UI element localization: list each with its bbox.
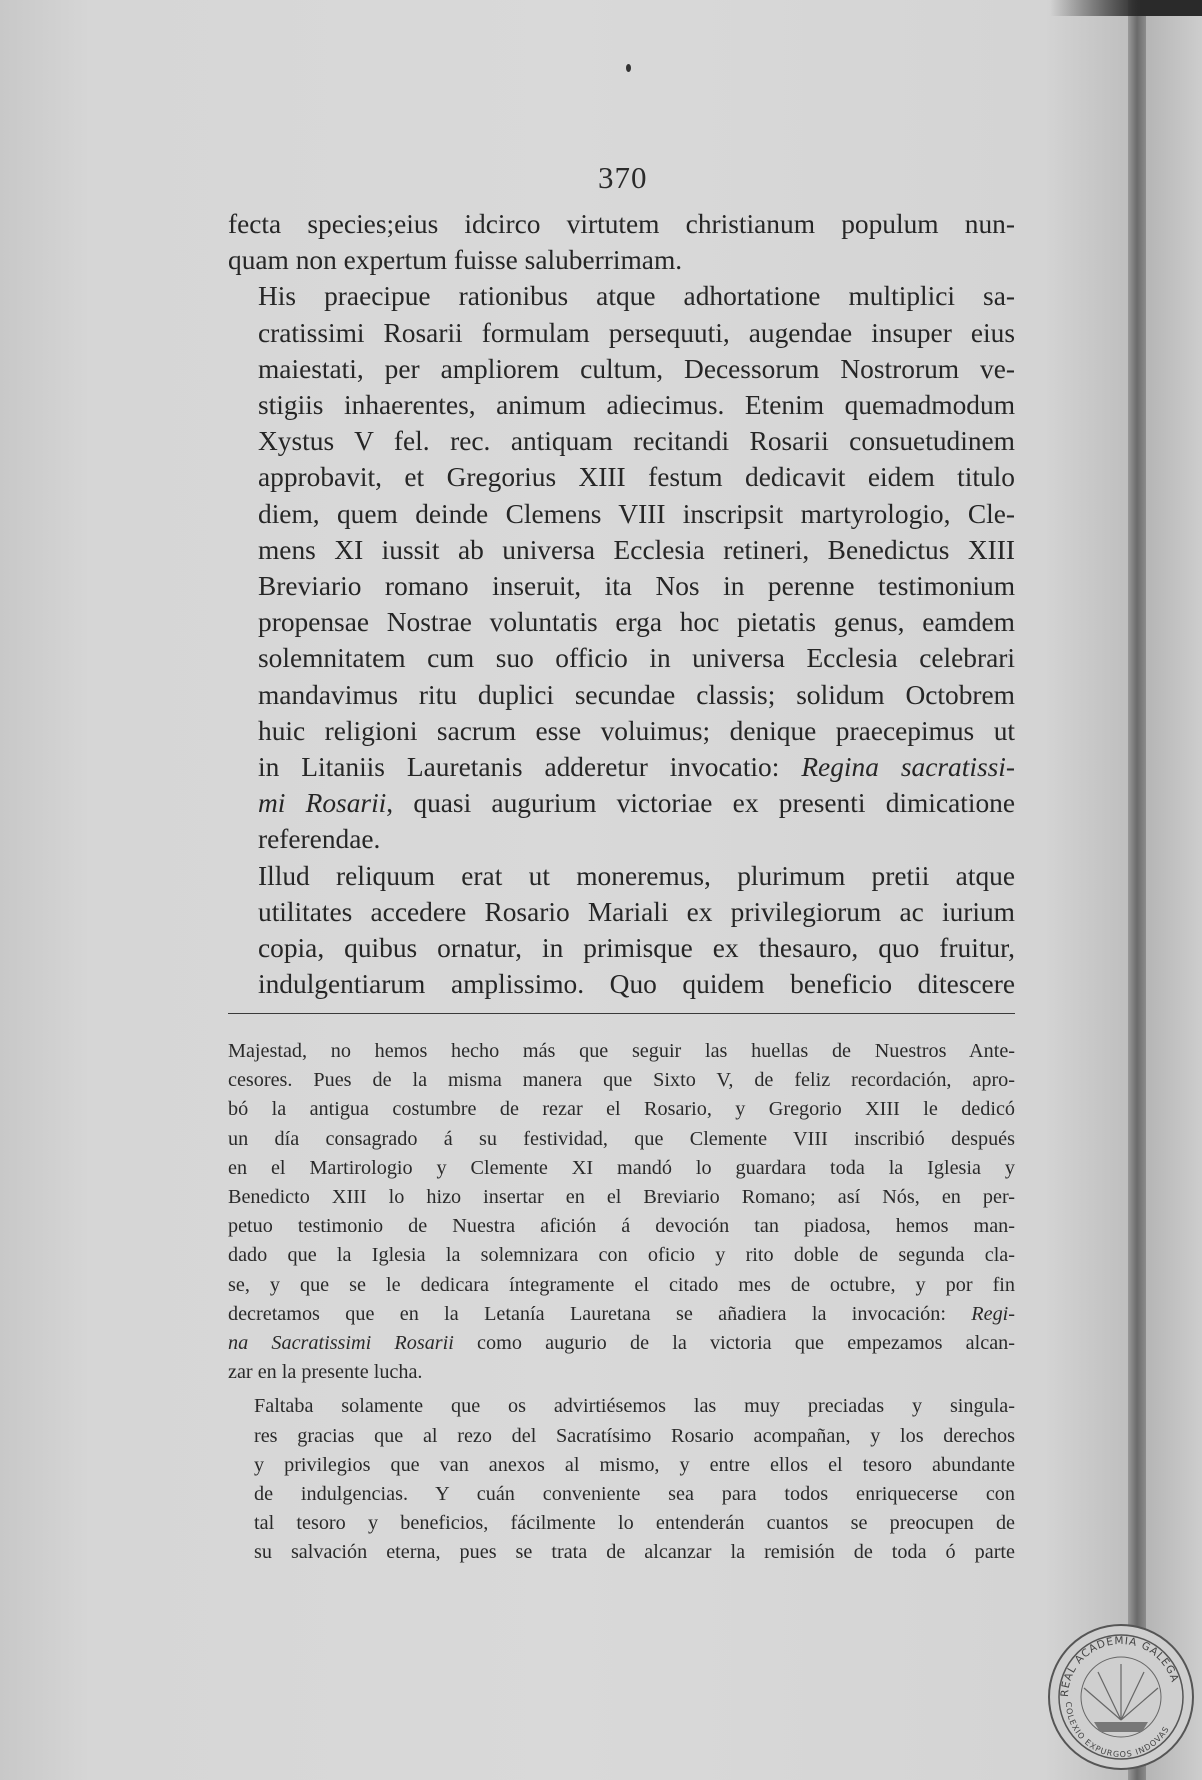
footnote-line: Faltaba solamente que os advirtiésemos las muy preciadas y singula- [254,1395,1015,1418]
text-line: propensae Nostrae voluntatis erga hoc pietatis genus, eamdem [258,607,1015,638]
text-line: solemnitatem cum suo officio in universa Ecclesia celebrari [258,643,1015,674]
text-line: cratissimi Rosarii formulam persequuti, augendae insuper eius [258,317,1015,348]
text-run: in Litaniis Lauretanis adderetur invocatio: [258,752,802,783]
library-seal-stamp [1046,1622,1196,1772]
text-line: Xystus V fel. rec. antiquam recitandi Rosarii consuetudinem [258,426,1015,457]
italic-invocation: Regina sacratissi- [801,752,1015,783]
text-run: , quasi augurium victoriae ex presenti dimicatione [386,788,1016,819]
ink-speck [626,64,631,72]
latin-paragraph-1 [228,206,1015,278]
text-line: indulgentiarum amplissimo. Quo quidem beneficio ditescere [258,969,1015,1000]
latin-paragraph-2 [228,278,1015,857]
text-line: utilitates accedere Rosario Mariali ex privilegiorum ac iurium [258,896,1015,927]
footnote-line: su salvación eterna, pues se trata de alcanzar la remisión de toda ó parte [254,1541,1015,1564]
footnote-line: dado que la Iglesia la solemnizara con oficio y rito doble de segunda cla- [228,1244,1015,1267]
adjacent-page-edge [1146,0,1202,1780]
text-line: His praecipue rationibus atque adhortatione multiplici sa- [258,281,1015,312]
text-line: maiestati, per ampliorem cultum, Decessorum Nostrorum ve- [258,353,1015,384]
text-run: decretamos que en la Letanía Lauretana se añadiera la invocación: [228,1302,972,1325]
footnote-line: Majestad, no hemos hecho más que seguir las huellas de Nuestros Ante- [228,1040,1015,1062]
text-line: Breviario romano inseruit, ita Nos in perenne testimonium [258,571,1015,602]
spanish-footnote [228,1037,1015,1568]
footnote-line-invocation [228,1300,1015,1329]
footnote-line: un día consagrado á su festividad, que Clemente VIII inscribió después [228,1127,1015,1150]
text-line: approbavit, et Gregorius XIII festum dedicavit eidem titulo [258,462,1015,493]
text-line: quam non expertum fuisse saluberrimam. [228,245,683,276]
footnote-line: en el Martirologio y Clemente XI mandó lo guardara toda la Iglesia y [228,1156,1015,1179]
footnote-paragraph-2 [228,1392,1015,1567]
text-line: mens XI iussit ab universa Ecclesia retineri, Benedictus XIII [258,534,1015,565]
footnote-line: Benedicto XIII lo hizo insertar en el Breviario Romano; así Nós, en per- [228,1186,1015,1209]
text-line-invocation [228,785,1015,821]
footnote-line: res gracias que al rezo del Sacratísimo Rosario acompañan, y los derechos [254,1424,1015,1447]
top-edge-shadow [1050,0,1202,16]
footnote-line: bó la antigua costumbre de rezar el Rosario, y Gregorio XIII le dedicó [228,1098,1015,1121]
text-line: mandavimus ritu duplici secundae classis; solidum Octobrem [258,679,1015,710]
book-spine [1128,0,1146,1780]
text-run: como augurio de la victoria que empezamos alcan- [453,1332,1015,1355]
footnote-line: y privilegios que van anexos al mismo, y entre ellos el tesoro abundante [254,1453,1015,1476]
latin-main-text [228,206,1015,1002]
text-line: copia, quibus ornatur, in primisque ex thesauro, quo fruitur, [258,933,1015,964]
footnote-line: de indulgencias. Y cuán conveniente sea para todos enriquecerse con [254,1483,1015,1506]
text-line: fecta species;eius idcirco virtutem christianum populum nun- [228,209,1015,239]
footnote-line: zar en la presente lucha. [228,1361,423,1384]
seal-top-text: REAL ACADEMIA GALEGA [1058,1634,1181,1698]
text-line: stigiis inhaerentes, animum adiecimus. Etenim quemadmodum [258,390,1015,421]
text-line: diem, quem deinde Clemens VIII inscripsit martyrologio, Cle- [258,498,1015,529]
page-number: 370 [598,160,648,195]
footnote-divider [228,1013,1015,1014]
latin-paragraph-3 [228,858,1015,1003]
text-line: huic religioni sacrum esse voluimus; denique praecepimus ut [258,715,1015,746]
footnote-line: petuo testimonio de Nuestra afición á devoción tan piadosa, hemos man- [228,1215,1015,1238]
footnote-line: cesores. Pues de la misma manera que Sixto V, de feliz recordación, apro- [228,1069,1015,1092]
text-line: Illud reliquum erat ut moneremus, plurimum pretii atque [258,860,1015,891]
footnote-line: se, y que se le dedicara íntegramente el citado mes de octubre, y por fin [228,1273,1015,1296]
footnote-paragraph-1 [228,1037,1015,1387]
italic-invocation: Regi- [971,1302,1015,1325]
italic-invocation: na Sacratissimi Rosarii [228,1332,454,1355]
text-line-invocation [228,749,1015,785]
footnote-line: tal tesoro y beneficios, fácilmente lo entenderán cuantos se preocupen de [254,1512,1015,1535]
seal-bottom-text: COLEXIO EXPURGOS INDOVAS [1063,1701,1172,1760]
footnote-line-invocation [228,1329,1015,1358]
italic-invocation: mi Rosarii [258,788,387,819]
text-line: referendae. [258,824,381,855]
